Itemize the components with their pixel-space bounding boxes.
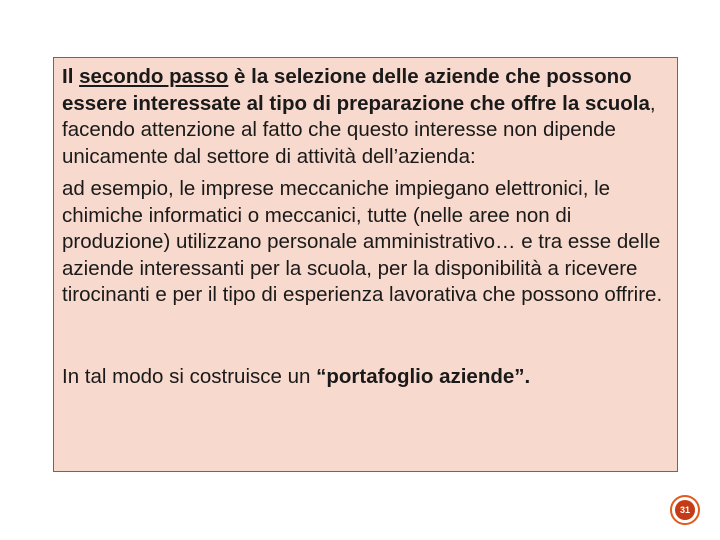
- paragraph-3-bold-text: “portafoglio aziende”.: [316, 364, 531, 388]
- paragraph-1-regular-text: , facendo attenzione al fatto che questo interesse non dipende unicamente dal settore di attività dell’azienda:: [62, 91, 656, 168]
- paragraph-example: ad esempio, le imprese meccaniche impiegano elettronici, le chimiche informatici o meccanici, tutte (nelle aree non di produzione) utilizzano personale amministrativo… e tra esse delle aziende interessanti per la scuola, per la disponibilità a ricevere tirocinanti e per il tipo di esperienza lavorativa che possono offrire.: [62, 177, 663, 306]
- paragraph-portfolio: [62, 364, 669, 391]
- page-number: 31: [675, 500, 695, 520]
- paragraph-1-underlined-term: secondo passo: [79, 65, 229, 88]
- content-box: [53, 57, 678, 472]
- page-number-badge: [670, 495, 700, 525]
- paragraph-1-lead: Il: [62, 65, 80, 88]
- paragraph-selection-step: [62, 64, 669, 170]
- paragraph-3-regular-text: In tal modo si costruisce un: [62, 364, 317, 388]
- paragraph-1-bold-text: è la selezione delle aziende che possono essere interessate al tipo di preparazione che offre la scuola: [62, 65, 650, 115]
